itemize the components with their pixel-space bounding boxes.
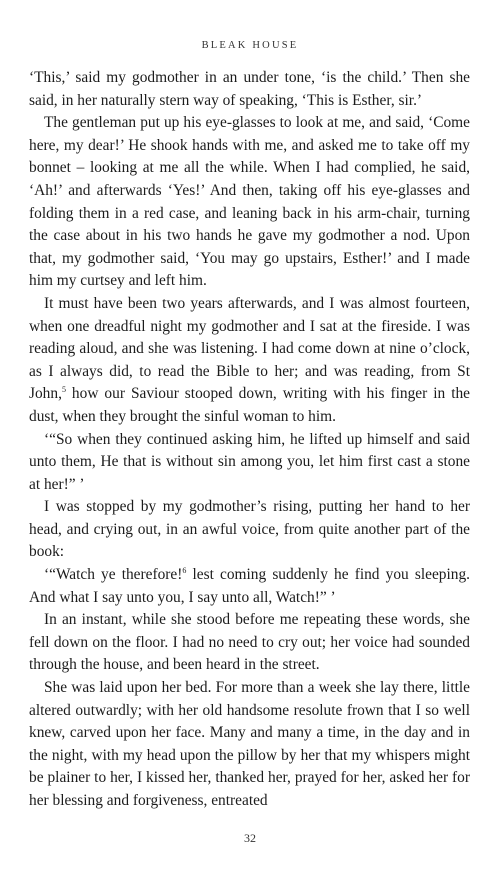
- paragraph-text: lest coming suddenly he find you sleeping. And what I say unto you, I say unto all, Watch!” ’: [29, 566, 470, 606]
- running-head: BLEAK HOUSE: [201, 40, 299, 51]
- paragraph-text: how our Saviour stooped down, writing with his finger in the dust, when they brought the sinful woman to him.: [29, 385, 470, 425]
- paragraph-text: ‘This,’ said my godmother in an under tone, ‘is the child.’ Then she said, in her naturally stern way of speaking, ‘This is Esther, sir.’: [29, 69, 470, 109]
- paragraph-text: She was laid upon her bed. For more than a week she lay there, little altered outwardly; with her old handsome resolute frown that I so well knew, carved upon her face. Many and many a time, in the day and in the night, with my head upon the pillow by her that my whispers might be plainer to her, I kissed her, thanked her, prayed for her, asked her for her blessing and forgiveness, entreated: [29, 679, 470, 809]
- paragraph-text: I was stopped by my godmother’s rising, putting her hand to her head, and crying out, in an awful voice, from quite another part of the book:: [29, 498, 470, 561]
- paragraph: [29, 429, 470, 497]
- paragraph-text: ‘“Watch ye therefore!: [44, 566, 183, 584]
- footnote-marker: 5: [61, 385, 66, 395]
- page-number: 32: [244, 831, 256, 845]
- footnote-marker: 6: [182, 566, 187, 576]
- paragraph: [29, 112, 470, 293]
- paragraph: [29, 496, 470, 564]
- paragraph: [29, 677, 470, 813]
- paragraph: [29, 564, 470, 609]
- paragraph: [29, 293, 470, 429]
- paragraph-text: It must have been two years afterwards, and I was almost fourteen, when one dreadful night my godmother and I sat at the fireside. I was reading aloud, and she was listening. I had come down at nine o’clock, as I always did, to read the Bible to her; and was reading, from St John,: [29, 294, 470, 403]
- paragraph-text: The gentleman put up his eye-glasses to look at me, and said, ‘Come here, my dear!’ He shook hands with me, and asked me to take off my bonnet – looking at me all the while. When I had complied, he said, ‘Ah!’ and afterwards ‘Yes!’ And then, taking off his eye-glasses and folding them in a red case, and leaning back in his arm-chair, turning the case about in his two hands he gave my godmother a nod. Upon that, my godmother said, ‘You may go upstairs, Esther!’ and I made him my curtsey and left him.: [29, 114, 470, 290]
- paragraph-text: In an instant, while she stood before me repeating these words, she fell down on the floor. I had no need to cry out; her voice had sounded through the house, and been heard in the street.: [29, 611, 470, 674]
- body-text: [29, 67, 470, 813]
- paragraph: [29, 609, 470, 677]
- paragraph-text: ‘“So when they continued asking him, he lifted up himself and said unto them, He that is without sin among you, let him first cast a stone at her!” ’: [29, 430, 470, 493]
- paragraph: [29, 67, 470, 112]
